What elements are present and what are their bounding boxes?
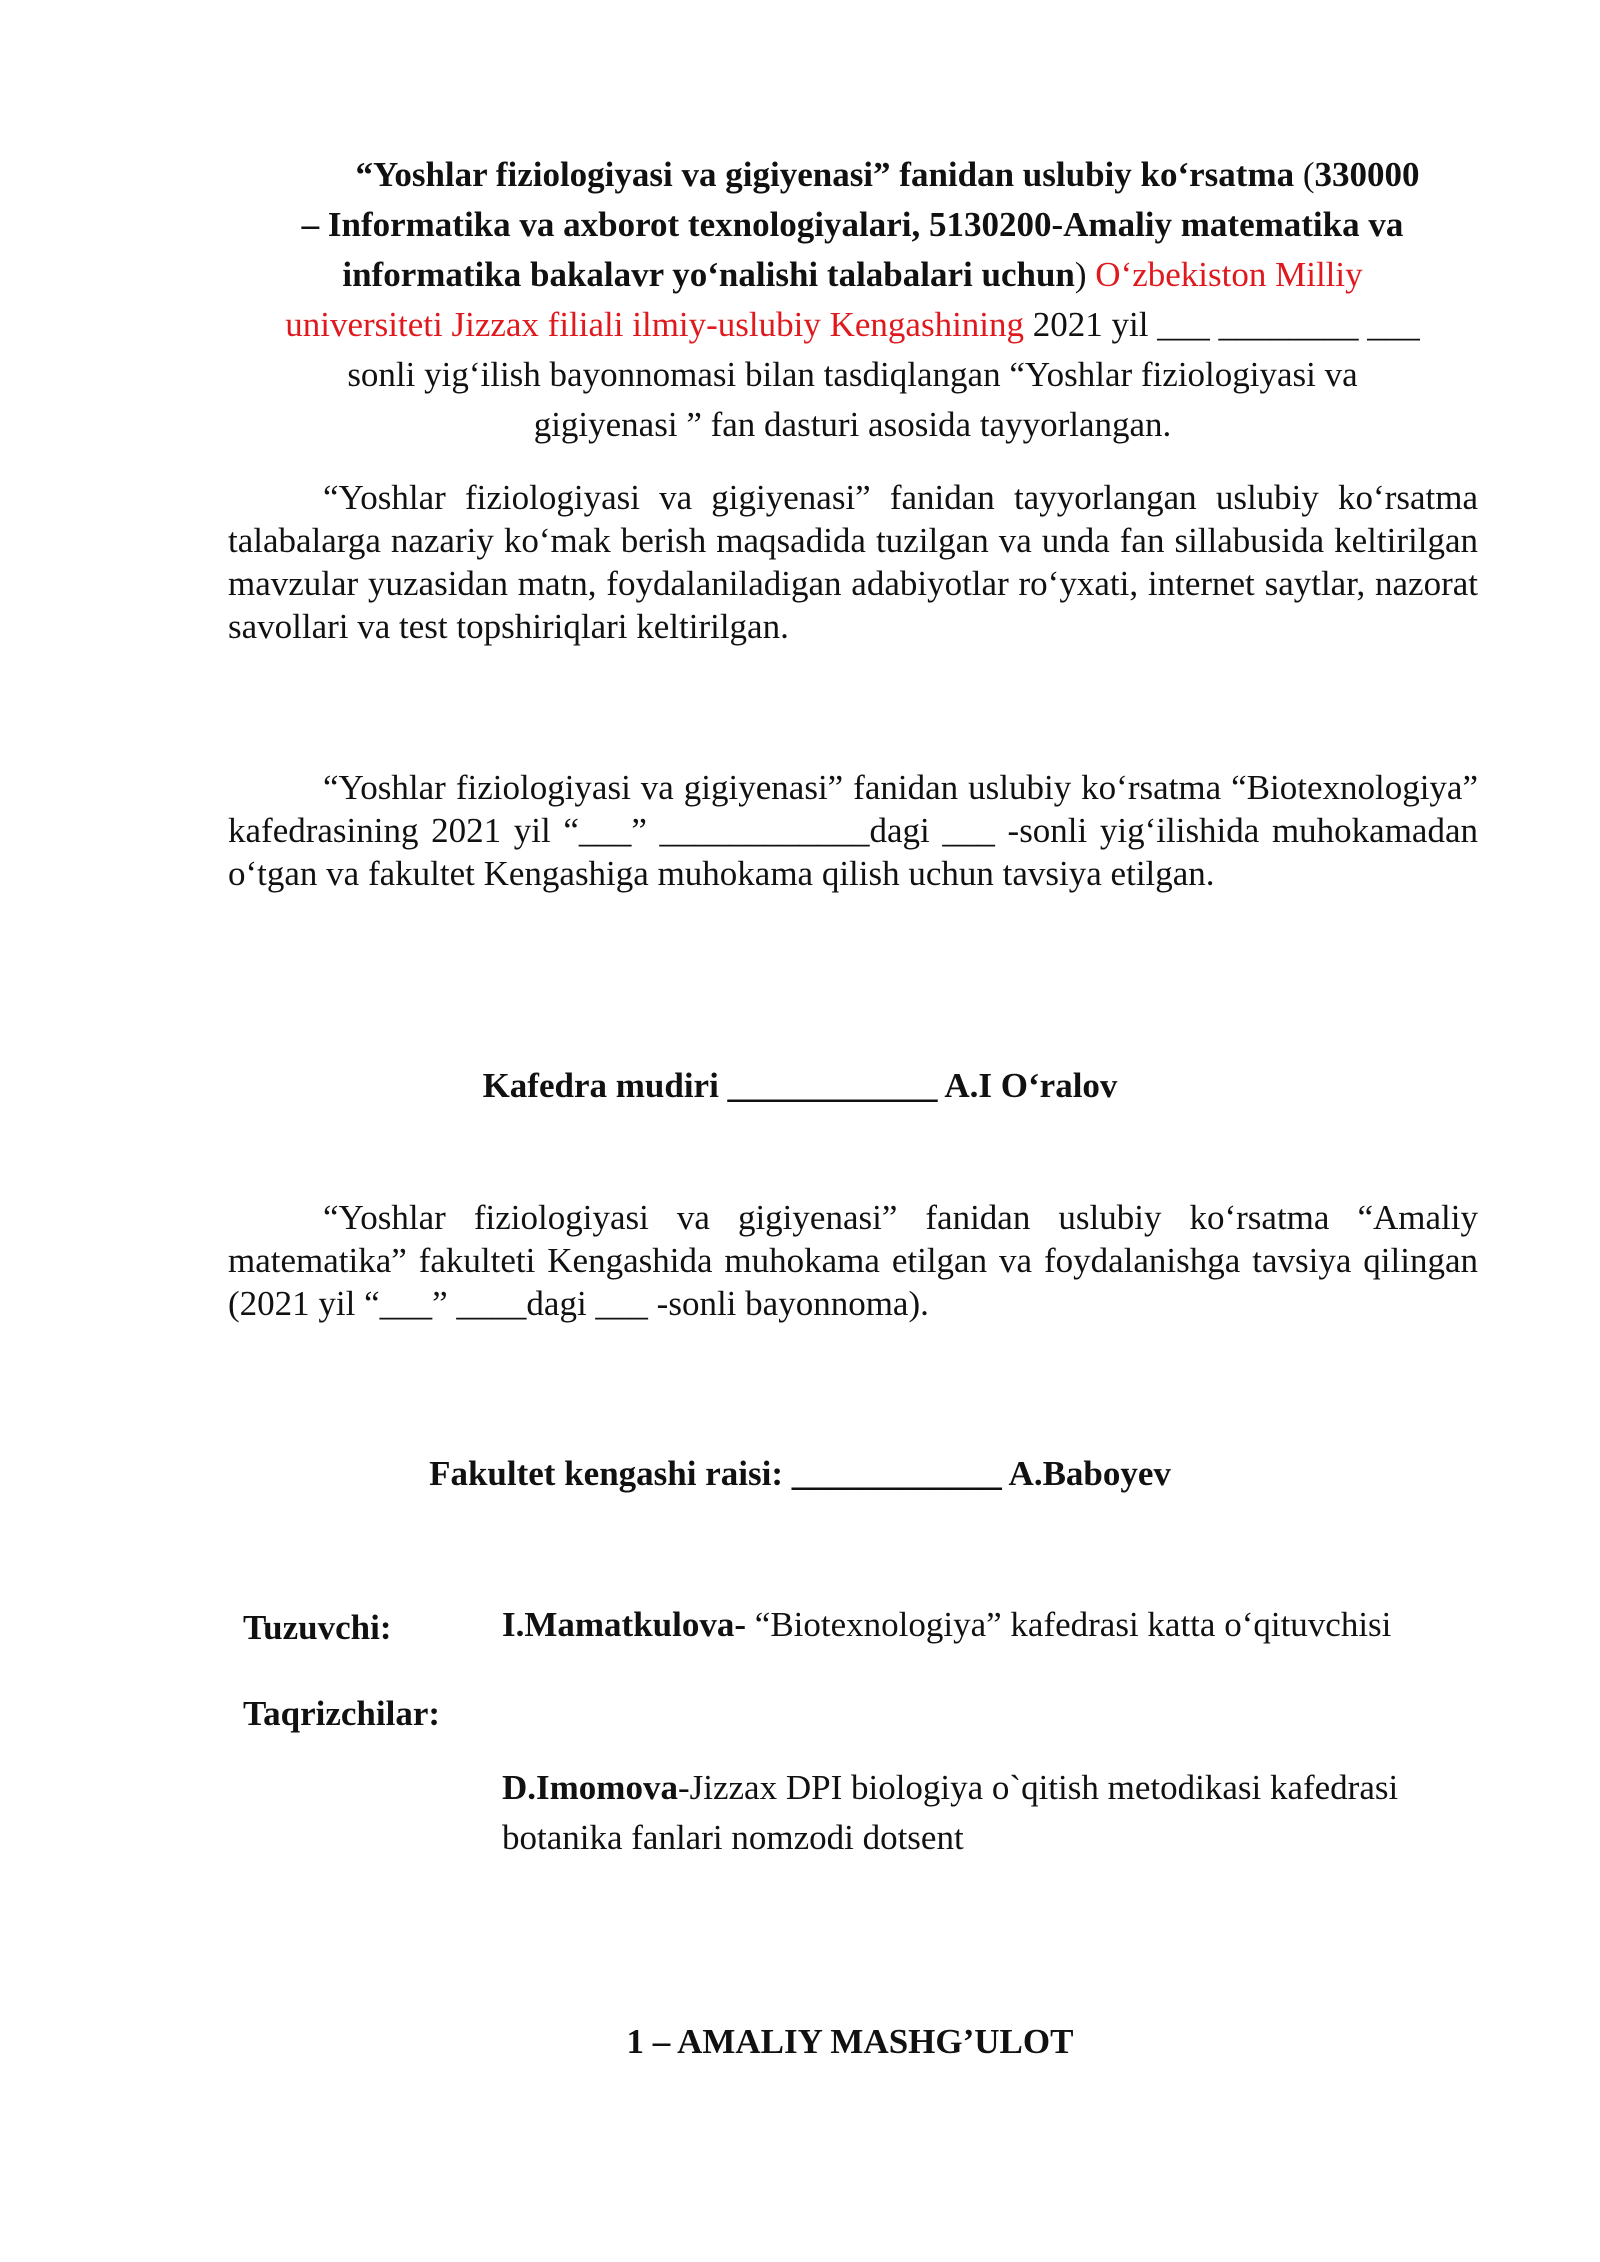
header-line-4	[230, 300, 1475, 350]
header-paren-close: )	[1074, 255, 1087, 294]
header-approval-date: 2021 yil ___ ________ ___	[1032, 305, 1420, 344]
header-line-2: – Informatika va axborot texnologiyalari, 5130200-Amaliy matematika va	[301, 205, 1404, 244]
compiler-label: Tuzuvchi:	[243, 1608, 392, 1647]
header-program-code: 330000	[1314, 155, 1420, 194]
paragraph-intro: “Yoshlar fiziologiyasi va gigiyenasi” fanidan tayyorlangan uslubiy ko‘rsatma talabalarga nazariy ko‘mak berish maqsadida tuzilgan va unda fan sillabusida keltirilgan mavzular yuzasidan matn, foydalaniladigan adabiyotlar ro‘yxati, internet saytlar, nazorat savollari va test topshiriqlari keltirilgan.	[228, 478, 1478, 646]
header-paren-open: (	[1302, 155, 1315, 194]
signature-faculty-chair: Fakultet kengashi raisi: ____________ A.Baboyev	[429, 1454, 1171, 1493]
header-line-5: sonli yig‘ilish bayonnomasi bilan tasdiqlangan “Yoshlar fiziologiyasi va	[347, 355, 1358, 394]
signature-department-head: Kafedra mudiri ____________ A.I O‘ralov	[482, 1066, 1118, 1105]
header-line-6: gigiyenasi ” fan dasturi asosida tayyorlangan.	[533, 405, 1172, 444]
header-line-1	[230, 150, 1475, 200]
header-programs-end: informatika bakalavr yo‘nalishi talabalari uchun	[342, 255, 1075, 294]
header-university-2: universiteti Jizzax filiali ilmiy-uslubiy Kengashining	[285, 305, 1025, 344]
compiler-info	[502, 1600, 1502, 1650]
compiler-role: “Biotexnologiya” kafedrasi katta o‘qituvchisi	[746, 1605, 1392, 1644]
paragraph-department-review: “Yoshlar fiziologiyasi va gigiyenasi” fanidan uslubiy ko‘rsatma “Biotexnologiya” kafedrasining 2021 yil “___” ____________dagi ___ -sonli yig‘ilishida muhokamadan o‘tgan va fakultet Kengashiga muhokama qilish uchun tavsiya etilgan.	[228, 768, 1478, 893]
reviewers-label: Taqrizchilar:	[243, 1694, 441, 1733]
compiler-name: I.Mamatkulova-	[502, 1605, 747, 1644]
reviewer-name: D.Imomova	[502, 1768, 678, 1807]
header-university-1: O‘zbekiston Milliy	[1095, 255, 1363, 294]
document-header	[230, 150, 1475, 450]
header-line-3	[230, 250, 1475, 300]
reviewer-role: -Jizzax DPI biologiya o`qitish metodikasi kafedrasi botanika fanlari nomzodi dotsent	[502, 1768, 1399, 1857]
header-title: “Yoshlar fiziologiyasi va gigiyenasi” fanidan uslubiy ko‘rsatma	[355, 155, 1295, 194]
reviewer-info	[502, 1763, 1487, 1863]
paragraph-faculty-review: “Yoshlar fiziologiyasi va gigiyenasi” fanidan uslubiy ko‘rsatma “Amaliy matematika” fakulteti Kengashida muhokama etilgan va foydalanishga tavsiya qilingan (2021 yil “___” ____dagi ___ -sonli bayonnoma).	[228, 1198, 1478, 1323]
section-title: 1 – AMALIY MASHG’ULOT	[626, 2022, 1074, 2061]
